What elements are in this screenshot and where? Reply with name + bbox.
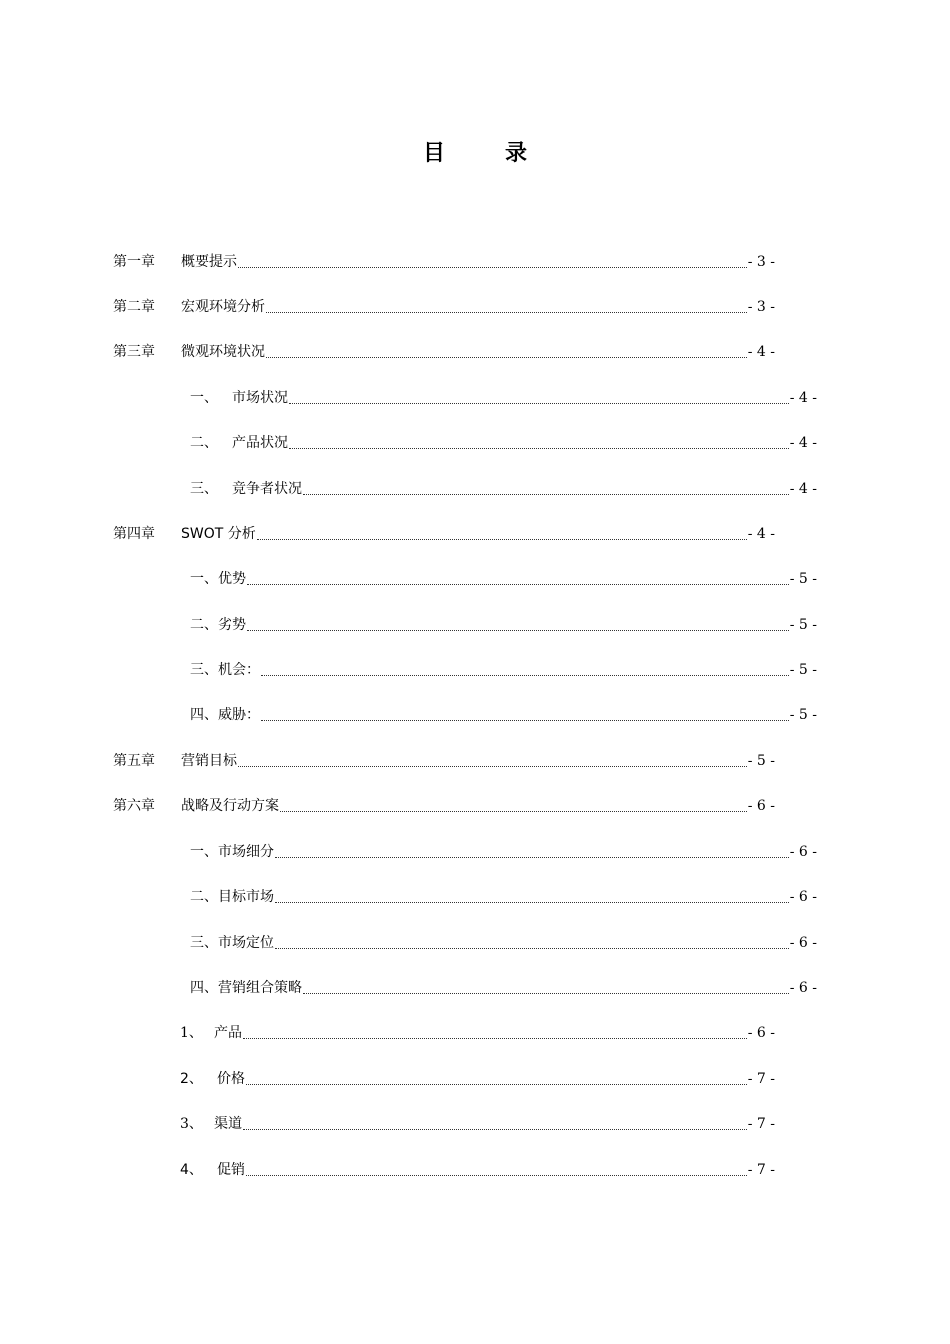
toc-entry[interactable]	[113, 252, 775, 272]
toc-entry-text: 市场细分	[218, 844, 274, 860]
dot-leader	[261, 662, 789, 676]
toc-title-char-2: 录	[505, 141, 528, 166]
dot-leader	[257, 526, 747, 540]
dot-leader	[303, 980, 789, 994]
toc-entry-page: - 5 -	[747, 753, 775, 769]
toc-entry-page: - 6 -	[747, 1025, 775, 1041]
toc-entry-number: 第五章	[113, 753, 155, 769]
toc-entry[interactable]	[113, 342, 775, 362]
toc-entry-text: 优势	[218, 571, 246, 587]
dot-leader	[275, 844, 789, 858]
dot-leader	[243, 1116, 747, 1130]
toc-entry-page: - 6 -	[789, 935, 817, 951]
toc-entry-number: 第四章	[113, 526, 155, 542]
toc-entry-number: 三、	[190, 935, 218, 951]
dot-leader	[243, 1025, 747, 1039]
toc-entry-page: - 3 -	[747, 299, 775, 315]
dot-leader	[275, 935, 789, 949]
toc-entry[interactable]	[190, 705, 817, 725]
toc-entry-number: 第一章	[113, 254, 155, 270]
toc-entry-page: - 6 -	[747, 798, 775, 814]
toc-entry[interactable]	[190, 842, 817, 862]
toc-entry-number: 四、	[190, 707, 218, 723]
toc-entry-page: - 5 -	[789, 662, 817, 678]
toc-entry-text: 机会：	[218, 662, 260, 678]
toc-entry[interactable]	[180, 1160, 775, 1180]
toc-entry-number: 1、	[180, 1025, 203, 1041]
toc-entry[interactable]	[113, 751, 775, 771]
dot-leader	[238, 753, 747, 767]
toc-entry[interactable]	[190, 569, 817, 589]
toc-entry-number: 4、	[180, 1162, 203, 1178]
toc-entry-text: 市场定位	[218, 935, 274, 951]
toc-entry-text: 市场状况	[232, 390, 288, 406]
toc-entry-page: - 5 -	[789, 571, 817, 587]
toc-entry[interactable]	[113, 297, 775, 317]
toc-title	[0, 136, 950, 167]
toc-entry-text: 价格	[217, 1071, 245, 1087]
toc-entry-text: 微观环境状况	[181, 344, 265, 360]
toc-entry[interactable]	[190, 660, 817, 680]
dot-leader	[246, 1071, 747, 1085]
toc-entry-text: 劣势	[218, 617, 246, 633]
toc-entry[interactable]	[190, 615, 817, 635]
dot-leader	[261, 707, 789, 721]
toc-title-char-1: 目	[422, 141, 445, 166]
toc-entry[interactable]	[190, 887, 817, 907]
toc-entry-page: - 3 -	[747, 254, 775, 270]
toc-entry-page: - 4 -	[789, 390, 817, 406]
toc-entry-number: 四、	[190, 980, 218, 996]
toc-entry-number: 二、	[190, 889, 218, 905]
toc-entry-page: - 4 -	[789, 435, 817, 451]
toc-entry-number: 三、	[190, 662, 218, 678]
toc-entry-text: 战略及行动方案	[181, 798, 279, 814]
toc-entry-text: 宏观环境分析	[181, 299, 265, 315]
toc-entry-text: 渠道	[214, 1116, 242, 1132]
toc-entry-text: 目标市场	[218, 889, 274, 905]
toc-entry[interactable]	[190, 978, 817, 998]
toc-entry-page: - 4 -	[789, 481, 817, 497]
toc-entry[interactable]	[180, 1023, 775, 1043]
toc-entry[interactable]	[190, 933, 817, 953]
toc-entry[interactable]	[180, 1069, 775, 1089]
toc-entry-number: 3、	[180, 1116, 203, 1132]
toc-entry-text: 产品状况	[232, 435, 288, 451]
dot-leader	[280, 798, 747, 812]
toc-entry-number: 三、	[190, 481, 218, 497]
toc-entry-number: 第六章	[113, 798, 155, 814]
dot-leader	[289, 435, 789, 449]
toc-entry-page: - 6 -	[789, 844, 817, 860]
toc-entry-page: - 6 -	[789, 889, 817, 905]
toc-entry-text: SWOT 分析	[181, 526, 256, 542]
toc-entry-number: 二、	[190, 617, 218, 633]
toc-entry-number: 2、	[180, 1071, 203, 1087]
toc-entry[interactable]	[190, 479, 817, 499]
toc-entry-text: 竞争者状况	[232, 481, 302, 497]
toc-entry-text: 促销	[217, 1162, 245, 1178]
dot-leader	[289, 390, 789, 404]
toc-entry-number: 一、	[190, 390, 218, 406]
toc-entry[interactable]	[190, 433, 817, 453]
dot-leader	[247, 617, 789, 631]
toc-entry-page: - 5 -	[789, 707, 817, 723]
dot-leader	[266, 344, 747, 358]
dot-leader	[266, 299, 747, 313]
toc-entry-page: - 6 -	[789, 980, 817, 996]
toc-entry-page: - 4 -	[747, 526, 775, 542]
dot-leader	[275, 889, 789, 903]
toc-entry-text: 营销目标	[181, 753, 237, 769]
toc-entry-text: 产品	[214, 1025, 242, 1041]
toc-entry-page: - 5 -	[789, 617, 817, 633]
toc-entry-number: 一、	[190, 844, 218, 860]
toc-entry-number: 第三章	[113, 344, 155, 360]
toc-entry[interactable]	[190, 388, 817, 408]
toc-entry[interactable]	[113, 796, 775, 816]
toc-entry-number: 一、	[190, 571, 218, 587]
toc-entry-text: 威胁：	[218, 707, 260, 723]
toc-entry-number: 第二章	[113, 299, 155, 315]
toc-entry-page: - 4 -	[747, 344, 775, 360]
toc-entry-page: - 7 -	[747, 1116, 775, 1132]
toc-entry-text: 营销组合策略	[218, 980, 302, 996]
toc-entry[interactable]	[180, 1114, 775, 1134]
dot-leader	[246, 1162, 747, 1176]
dot-leader	[247, 571, 789, 585]
dot-leader	[303, 481, 789, 495]
toc-entry-number: 二、	[190, 435, 218, 451]
dot-leader	[238, 254, 747, 268]
toc-entry-text: 概要提示	[181, 254, 237, 270]
toc-entry-page: - 7 -	[747, 1162, 775, 1178]
toc-entry[interactable]	[113, 524, 775, 544]
toc-entry-page: - 7 -	[747, 1071, 775, 1087]
